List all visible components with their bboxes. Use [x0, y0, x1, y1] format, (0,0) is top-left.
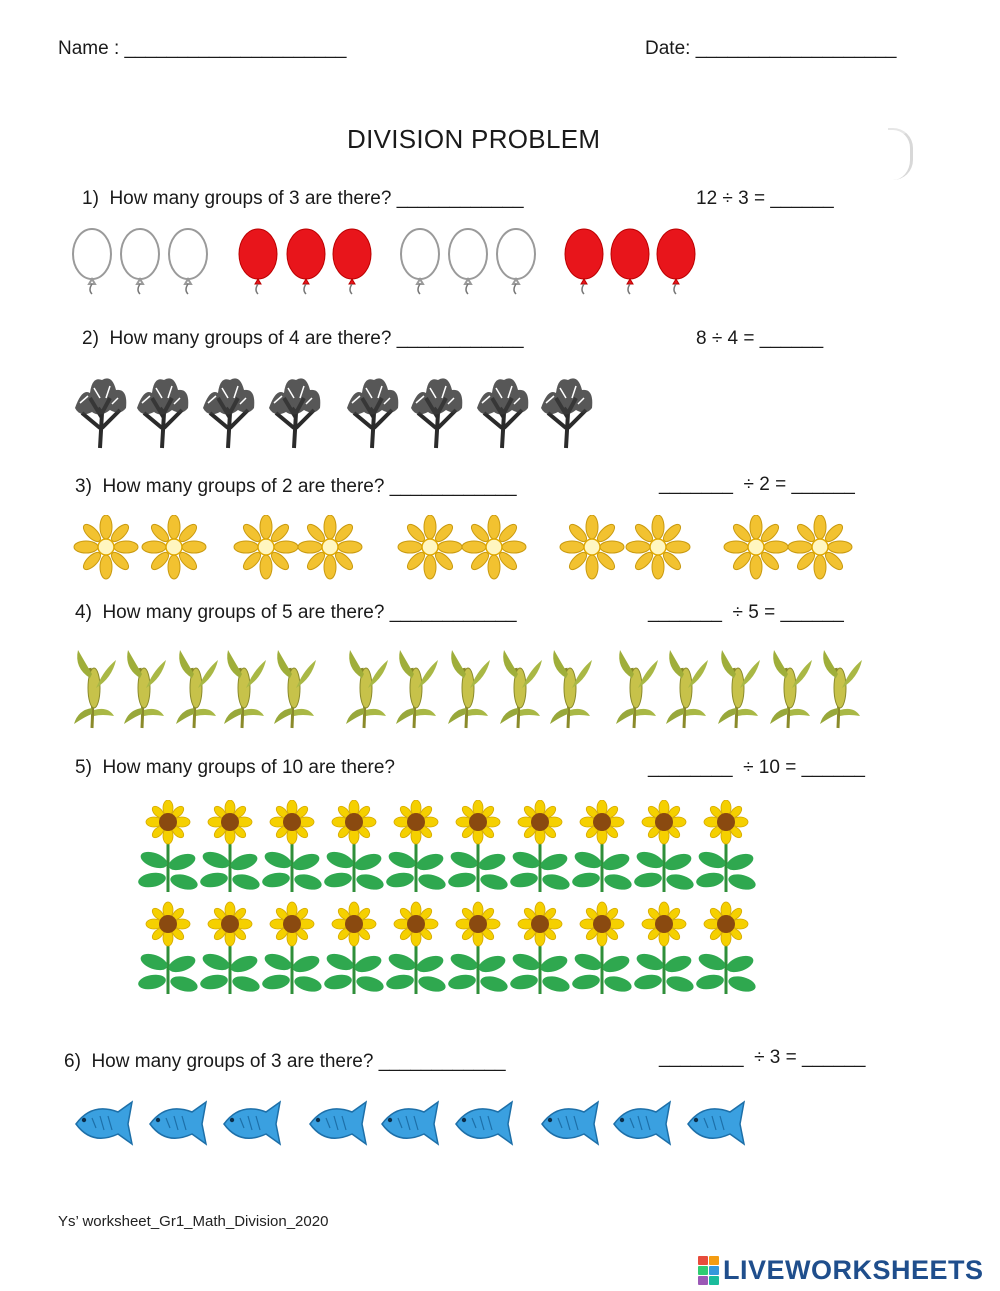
- sunflower: [323, 902, 385, 994]
- balloon-red: [239, 229, 277, 294]
- page-title: DIVISION PROBLEM: [347, 124, 601, 154]
- fish: [614, 1102, 670, 1144]
- corn-stalk: [176, 650, 218, 728]
- question-1-text: 1) How many groups of 3 are there? ____________: [82, 188, 524, 209]
- sunflower: [199, 800, 261, 892]
- flower: [74, 515, 138, 579]
- corn-stalk: [820, 650, 862, 728]
- question-4-equation: _______ ÷ 5 = ______: [648, 602, 844, 623]
- corn-stalk: [396, 650, 438, 728]
- flower: [560, 515, 624, 579]
- question-6-text: 6) How many groups of 3 are there? ____________: [64, 1051, 506, 1072]
- flower: [142, 515, 206, 579]
- balloon-white: [497, 229, 535, 294]
- question-3-text: 3) How many groups of 2 are there? ____________: [75, 476, 517, 497]
- balloon-red: [611, 229, 649, 294]
- fish: [542, 1102, 598, 1144]
- fish: [688, 1102, 744, 1144]
- corn-stalk: [550, 650, 592, 728]
- sunflower: [633, 902, 695, 994]
- fish: [310, 1102, 366, 1144]
- sunflower: [385, 902, 447, 994]
- name-field-label: Name : _____________________: [58, 38, 347, 59]
- corn-stalk: [274, 650, 316, 728]
- fish-row: [70, 1098, 760, 1150]
- question-5-text: 5) How many groups of 10 are there?: [75, 757, 396, 778]
- question-4-text: 4) How many groups of 5 are there? ____________: [75, 602, 517, 623]
- fish: [382, 1102, 438, 1144]
- fish: [456, 1102, 512, 1144]
- tree: [203, 378, 254, 448]
- sunflower: [509, 902, 571, 994]
- tree: [541, 378, 592, 448]
- corn-stalk: [74, 650, 116, 728]
- flower: [724, 515, 788, 579]
- sunflower: [261, 800, 323, 892]
- fish: [76, 1102, 132, 1144]
- sunflower: [199, 902, 261, 994]
- question-5-equation: ________ ÷ 10 = ______: [648, 757, 865, 778]
- sunflowers-grid: [136, 800, 786, 1000]
- flowers-row: [70, 515, 870, 581]
- trees-row: [70, 368, 630, 450]
- flower: [626, 515, 690, 579]
- corn-stalk: [124, 650, 166, 728]
- flower: [788, 515, 852, 579]
- tree: [75, 378, 126, 448]
- sunflower: [695, 902, 757, 994]
- footer-credit: Ys’ worksheet_Gr1_Math_Division_2020: [58, 1213, 329, 1230]
- question-1-equation: 12 ÷ 3 = ______: [696, 188, 834, 209]
- sunflower: [261, 902, 323, 994]
- balloons-row: [70, 224, 710, 304]
- balloon-white: [73, 229, 111, 294]
- flower: [234, 515, 298, 579]
- corn-stalk: [448, 650, 490, 728]
- balloon-red: [333, 229, 371, 294]
- sunflower: [447, 902, 509, 994]
- sunflower: [695, 800, 757, 892]
- fish: [150, 1102, 206, 1144]
- question-2-text: 2) How many groups of 4 are there? ____________: [82, 328, 524, 349]
- corn-stalk: [718, 650, 760, 728]
- balloon-red: [657, 229, 695, 294]
- tree: [347, 378, 398, 448]
- balloon-white: [401, 229, 439, 294]
- balloon-red: [287, 229, 325, 294]
- sunflower: [137, 902, 199, 994]
- logo-blocks-icon: [698, 1256, 719, 1285]
- tree: [137, 378, 188, 448]
- fish: [224, 1102, 280, 1144]
- sunflower: [385, 800, 447, 892]
- tree: [269, 378, 320, 448]
- corn-stalk: [770, 650, 812, 728]
- corn-stalk: [346, 650, 388, 728]
- flower: [298, 515, 362, 579]
- corn-stalk: [500, 650, 542, 728]
- sunflower: [323, 800, 385, 892]
- tree: [477, 378, 528, 448]
- corn-stalk: [666, 650, 708, 728]
- corn-row: [70, 648, 870, 730]
- question-2-equation: 8 ÷ 4 = ______: [696, 328, 824, 349]
- sunflower: [571, 800, 633, 892]
- balloon-white: [449, 229, 487, 294]
- balloon-white: [169, 229, 207, 294]
- sunflower: [571, 902, 633, 994]
- sunflower: [137, 800, 199, 892]
- logo-text: LIVEWORKSHEETS: [723, 1254, 984, 1285]
- sunflower: [509, 800, 571, 892]
- flower: [462, 515, 526, 579]
- balloon-red: [565, 229, 603, 294]
- corn-stalk: [224, 650, 266, 728]
- sunflower: [633, 800, 695, 892]
- date-field-label: Date: ___________________: [645, 38, 897, 59]
- corn-stalk: [616, 650, 658, 728]
- page-curl-decoration: [888, 128, 913, 180]
- liveworksheets-logo[interactable]: [698, 1255, 984, 1285]
- balloon-white: [121, 229, 159, 294]
- flower: [398, 515, 462, 579]
- question-6-equation: ________ ÷ 3 = ______: [659, 1047, 866, 1068]
- sunflower: [447, 800, 509, 892]
- question-3-equation: _______ ÷ 2 = ______: [659, 474, 855, 495]
- tree: [411, 378, 462, 448]
